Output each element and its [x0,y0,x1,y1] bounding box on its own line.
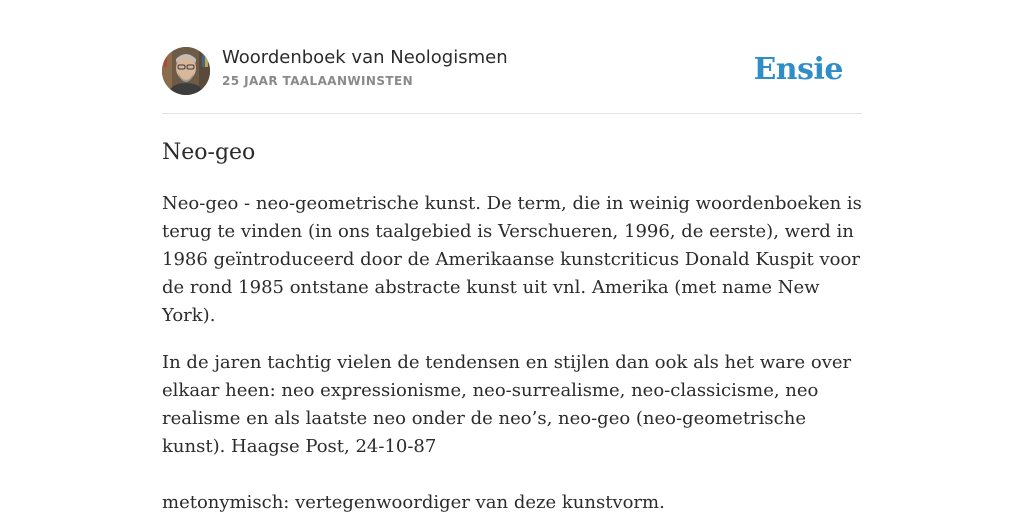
avatar-icon [162,47,210,95]
quote-paragraph: In de jaren tachtig vielen de tendensen en stijlen dan ook als het ware over elkaar heen: neo expressionisme, neo-surrealisme, neo-classicisme, neo realisme en als laatste neo onder de neo’s, neo-geo (neo-geometrische kunst). Haagse Post, 24-10-87 [162,352,852,457]
note-paragraph: metonymisch: vertegenwoordiger van deze kunstvorm. [162,492,665,513]
dictionary-title[interactable]: Woordenboek van Neologismen [222,47,508,68]
dictionary-titles [222,46,508,89]
header-divider [162,113,862,114]
entry-title: Neo-geo [162,140,256,165]
author-avatar[interactable] [162,47,210,95]
entry-card [162,46,862,513]
header [162,46,862,96]
ensie-logo[interactable]: Ensie [753,52,843,87]
dictionary-subtitle: 25 JAAR TAALAANWINSTEN [222,74,414,88]
entry-definition [162,190,862,517]
definition-paragraph: Neo-geo - neo-geometrische kunst. De term, die in weinig woordenboeken is terug te vinden (in ons taalgebied is Verschueren, 1996, de eerste), werd in 1986 geïntroduceerd door de Amerikaanse kunstcriticus Donald Kuspit voor de rond 1985 ontstane abstracte kunst uit vnl. Amerika (met name New York). [162,193,862,326]
